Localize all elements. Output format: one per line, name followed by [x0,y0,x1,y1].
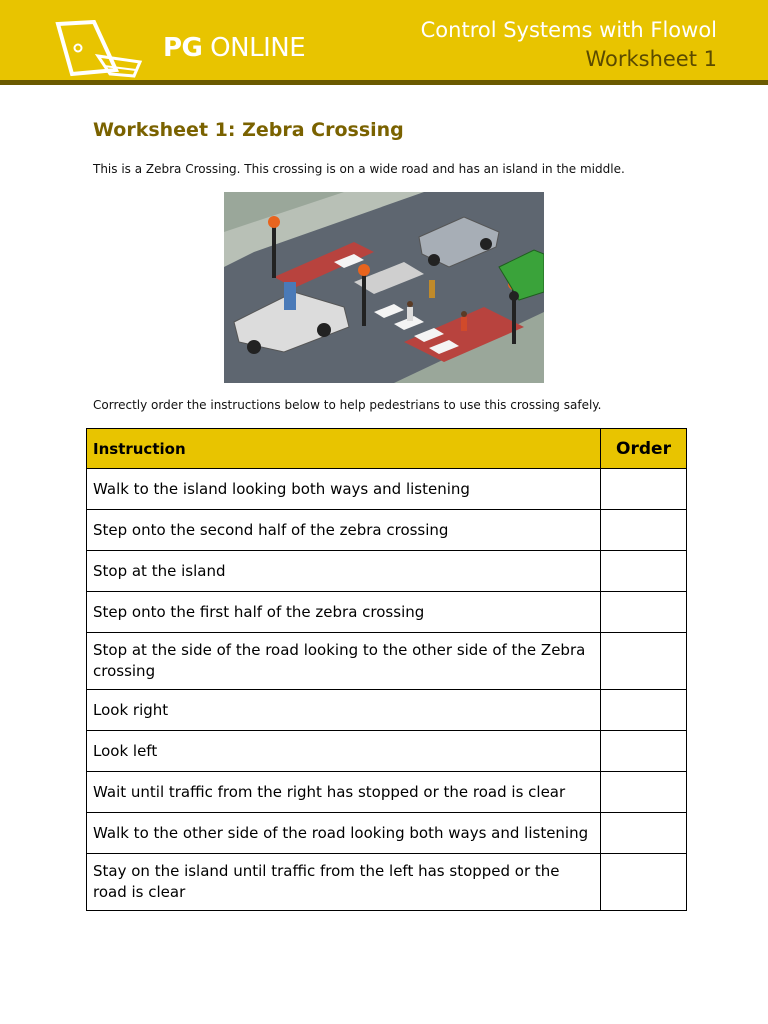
header-subtitle: Worksheet 1 [585,47,717,71]
instruction-cell: Walk to the island looking both ways and listening [87,469,601,510]
instruction-cell: Step onto the second half of the zebra crossing [87,510,601,551]
col-instruction-header: Instruction [87,429,601,469]
instruction-cell: Look left [87,731,601,772]
order-cell[interactable] [601,854,687,911]
col-order-header: Order [601,429,687,469]
worksheet-title: Worksheet 1: Zebra Crossing [93,119,404,141]
instruction-cell: Walk to the other side of the road looking both ways and listening [87,813,601,854]
table-row [87,592,687,633]
header-rule [0,80,768,85]
brand-pg: PG [163,33,203,63]
header-title: Control Systems with Flowol [420,18,717,42]
order-cell[interactable] [601,551,687,592]
instruction-cell: Stop at the side of the road looking to the other side of the Zebra crossing [87,633,601,690]
order-cell[interactable] [601,772,687,813]
instruction-cell: Step onto the first half of the zebra crossing [87,592,601,633]
order-cell[interactable] [601,633,687,690]
order-cell[interactable] [601,592,687,633]
instruction-cell: Stop at the island [87,551,601,592]
table-row [87,633,687,690]
order-cell[interactable] [601,731,687,772]
table-header-row [87,429,687,469]
brand-online: ONLINE [210,33,306,63]
zebra-crossing-illustration-icon [224,192,544,383]
pg-online-logo-icon [54,20,150,78]
instructions-table [86,428,687,911]
order-cell[interactable] [601,510,687,551]
table-row [87,731,687,772]
table-row [87,813,687,854]
intro-text: This is a Zebra Crossing. This crossing is on a wide road and has an island in the middle. [93,162,625,176]
instruction-cell: Stay on the island until traffic from the left has stopped or the road is clear [87,854,601,911]
table-row [87,469,687,510]
table-row [87,551,687,592]
order-prompt: Correctly order the instructions below to help pedestrians to use this crossing safely. [93,398,602,412]
order-cell[interactable] [601,469,687,510]
instruction-cell: Wait until traffic from the right has stopped or the road is clear [87,772,601,813]
table-row [87,772,687,813]
table-row [87,690,687,731]
table-row [87,510,687,551]
instruction-cell: Look right [87,690,601,731]
order-cell[interactable] [601,813,687,854]
table-row [87,854,687,911]
header-band [0,0,768,80]
brand-name [163,33,305,63]
order-cell[interactable] [601,690,687,731]
